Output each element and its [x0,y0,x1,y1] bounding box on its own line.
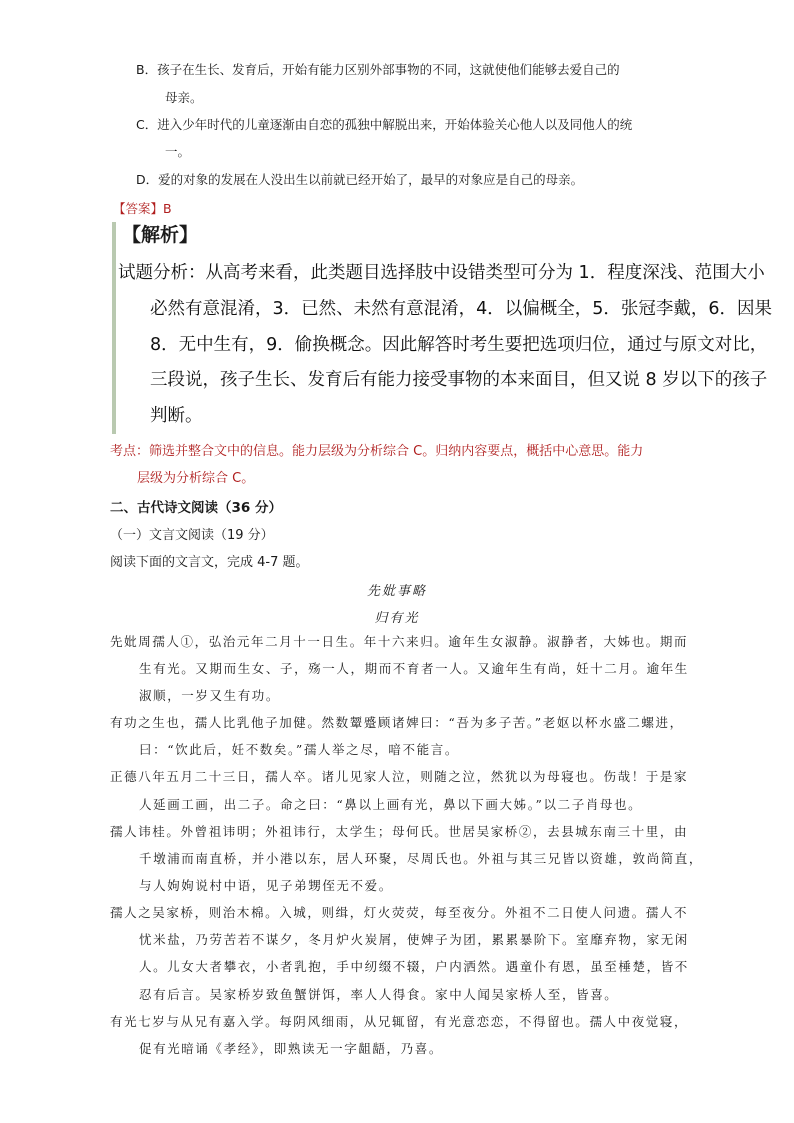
section-subtitle: （一）文言文阅读（19 分） [110,528,274,543]
analysis-title: 【解析】 [122,224,199,246]
essay-p4-line: 千墩浦而南直桥，并小港以东，居人环聚，尽周氏也。外祖与其三兄皆以资雄，敦尚简直， [139,851,704,866]
kaodian-line-1: 考点：筛选并整合文中的信息。能力层级为分析综合 C。归纳内容要点，概括中心意思。能力 [110,444,644,459]
section-title: 二、古代诗文阅读（36 分） [110,500,282,516]
essay-p3-line: 人延画工画，出二子。命之曰：“鼻以上画有光，鼻以下画大姊。”以二子肖母也。 [139,797,643,812]
essay-title: 先妣事略 [366,584,427,599]
essay-p1-line: 淑顺，一岁又生有功。 [139,688,281,703]
essay-p2-line: 曰：“饮此后，妊不数矣。”孺人举之尽，喑不能言。 [139,742,459,757]
analysis-line-3: 8．无中生有，9．偷换概念。因此解答时考生要把选项归位，通过与原文对比， [150,335,768,355]
answer-label: 【答案】B [113,201,172,216]
essay-p5-line: 人。儿女大者攀衣，小者乳抱，手中纫缀不辍，户内洒然。遇童仆有恩，虽至棰楚，皆不 [139,959,689,974]
essay-p1-line: 先妣周孺人①，弘治元年二月十一日生。年十六来归。逾年生女淑静。淑静者，大姊也。期而 [110,634,689,649]
analysis-box [112,222,794,434]
analysis-line-1: 试题分析：从高考来看，此类题目选择肢中设错类型可分为 1．程度深浅、范围大小 [118,263,765,283]
essay-author: 归有光 [374,611,420,626]
option-b-continued: 母亲。 [165,90,203,105]
option-d: D．爱的对象的发展在人没出生以前就已经开始了，最早的对象应是自己的母亲。 [136,172,584,187]
essay-p4-line: 与人姁姁说村中语，见子弟甥侄无不爱。 [139,878,393,893]
analysis-line-4: 三段说，孩子生长、发育后有能力接受事物的本来面目，但又说 8 岁以下的孩子 [150,370,768,390]
essay-p6-line: 促有光暗诵《孝经》，即熟读无一字龃龉，乃喜。 [139,1041,443,1056]
essay-p4-line: 孺人讳桂。外曾祖讳明；外祖讳行，太学生；母何氏。世居吴家桥②，去县城东南三十里，由 [110,824,689,839]
essay-p5-line: 忍有后言。吴家桥岁致鱼蟹饼饵，率人人得食。家中人闻吴家桥人至，皆喜。 [139,987,619,1002]
kaodian-line-2: 层级为分析综合 C。 [137,471,255,486]
essay-p1-line: 生有光。又期而生女、子，殇一人，期而不育者一人。又逾年生有尚，妊十二月。逾年生 [139,661,689,676]
essay-p3-line: 正德八年五月二十三日，孺人卒。诸儿见家人泣，则随之泣，然犹以为母寝也。伤哉！于是家 [110,769,689,784]
section-instruction: 阅读下面的文言文，完成 4-7 题。 [110,555,309,570]
essay-p5-line: 忧米盐，乃劳苦若不谋夕，冬月炉火炭屑，使婢子为团，累累暴阶下。室靡弃物，家无闲 [139,932,689,947]
essay-p5-line: 孺人之吴家桥，则治木棉。入城，则缉，灯火荧荧，每至夜分。外祖不二日使人问遗。孺人不 [110,905,689,920]
analysis-line-5: 判断。 [150,406,203,426]
option-b: B．孩子在生长、发育后，开始有能力区别外部事物的不同，这就使他们能够去爱自己的 [136,62,620,77]
analysis-line-2: 必然有意混淆，3．已然、未然有意混淆，4．以偏概全，5．张冠李戴，6．因果 [150,299,773,319]
option-c: C．进入少年时代的儿童逐渐由自恋的孤独中解脱出来，开始体验关心他人以及同他人的统 [136,117,633,132]
option-c-continued: 一。 [165,144,191,159]
essay-p2-line: 有功之生也，孺人比乳他子加健。然数颦蹙顾诸婢曰：“吾为多子苦。”老妪以杯水盛二螺进， [110,715,684,730]
essay-p6-line: 有光七岁与从兄有嘉入学。每阴风细雨，从兄辄留，有光意恋恋，不得留也。孺人中夜觉寝， [110,1014,689,1029]
